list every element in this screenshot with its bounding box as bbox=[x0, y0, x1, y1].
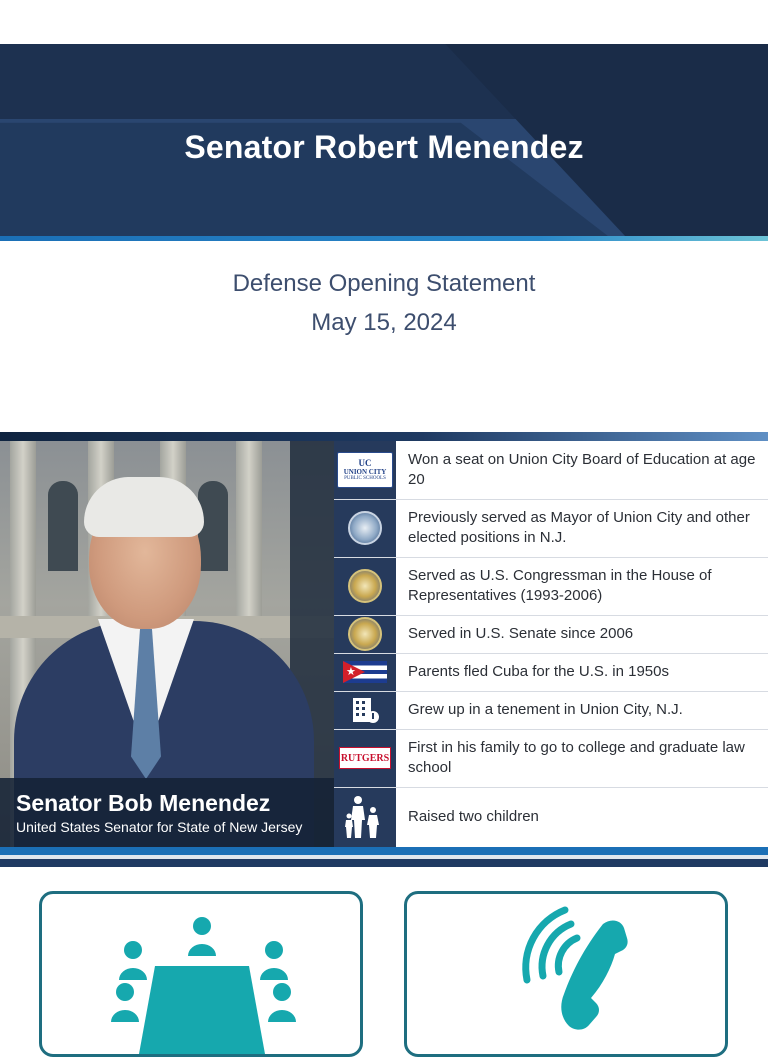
fact-text: Parents fled Cuba for the U.S. in 1950s bbox=[408, 663, 669, 680]
house-seal-icon bbox=[348, 569, 382, 603]
union-city-seal-icon bbox=[348, 511, 382, 545]
fact-text: Served as U.S. Congressman in the House of Representatives (1993-2006) bbox=[408, 567, 712, 604]
senate-seal-icon bbox=[348, 617, 382, 651]
meeting-card bbox=[39, 891, 363, 1057]
list-item bbox=[334, 557, 768, 616]
fact-list bbox=[334, 441, 768, 847]
fact-text: Previously served as Mayor of Union City and other elected positions in N.J. bbox=[408, 509, 750, 546]
family-icon bbox=[345, 794, 385, 840]
fact-text: First in his family to go to college and graduate law school bbox=[408, 739, 745, 776]
senator-role: United States Senator for State of New Jersey bbox=[16, 819, 303, 835]
page-title: Senator Robert Menendez bbox=[184, 129, 584, 165]
subtitle: Defense Opening Statement bbox=[232, 270, 536, 297]
senator-photo bbox=[0, 441, 334, 847]
date: May 15, 2024 bbox=[311, 309, 457, 336]
list-item bbox=[334, 615, 768, 654]
list-item bbox=[334, 441, 768, 500]
union-city-schools-logo-icon: UC UNION CITY PUBLIC SCHOOLS bbox=[337, 452, 393, 488]
phone-card bbox=[404, 891, 728, 1057]
cuba-flag-icon: ★ bbox=[343, 661, 387, 683]
title-banner bbox=[0, 44, 768, 241]
banner-stripe bbox=[0, 236, 768, 241]
fact-text: Served in U.S. Senate since 2006 bbox=[408, 625, 634, 642]
tenement-building-icon bbox=[350, 696, 380, 724]
bio-bottom-bar bbox=[0, 847, 768, 867]
rutgers-logo-icon: RUTGERS bbox=[339, 747, 391, 769]
fact-text: Raised two children bbox=[408, 808, 539, 825]
fact-text: Grew up in a tenement in Union City, N.J. bbox=[408, 701, 683, 718]
list-item bbox=[334, 499, 768, 558]
meeting-table-icon bbox=[42, 894, 360, 1054]
bio-slide bbox=[0, 441, 768, 847]
fact-text: Won a seat on Union City Board of Education at age 20 bbox=[408, 451, 756, 488]
hair bbox=[84, 477, 204, 537]
list-item bbox=[334, 653, 768, 692]
bio-top-bar bbox=[0, 432, 768, 441]
list-item bbox=[334, 691, 768, 730]
list-item bbox=[334, 787, 768, 847]
phone-call-icon bbox=[407, 894, 725, 1054]
senator-name: Senator Bob Menendez bbox=[16, 790, 271, 816]
list-item bbox=[334, 729, 768, 788]
